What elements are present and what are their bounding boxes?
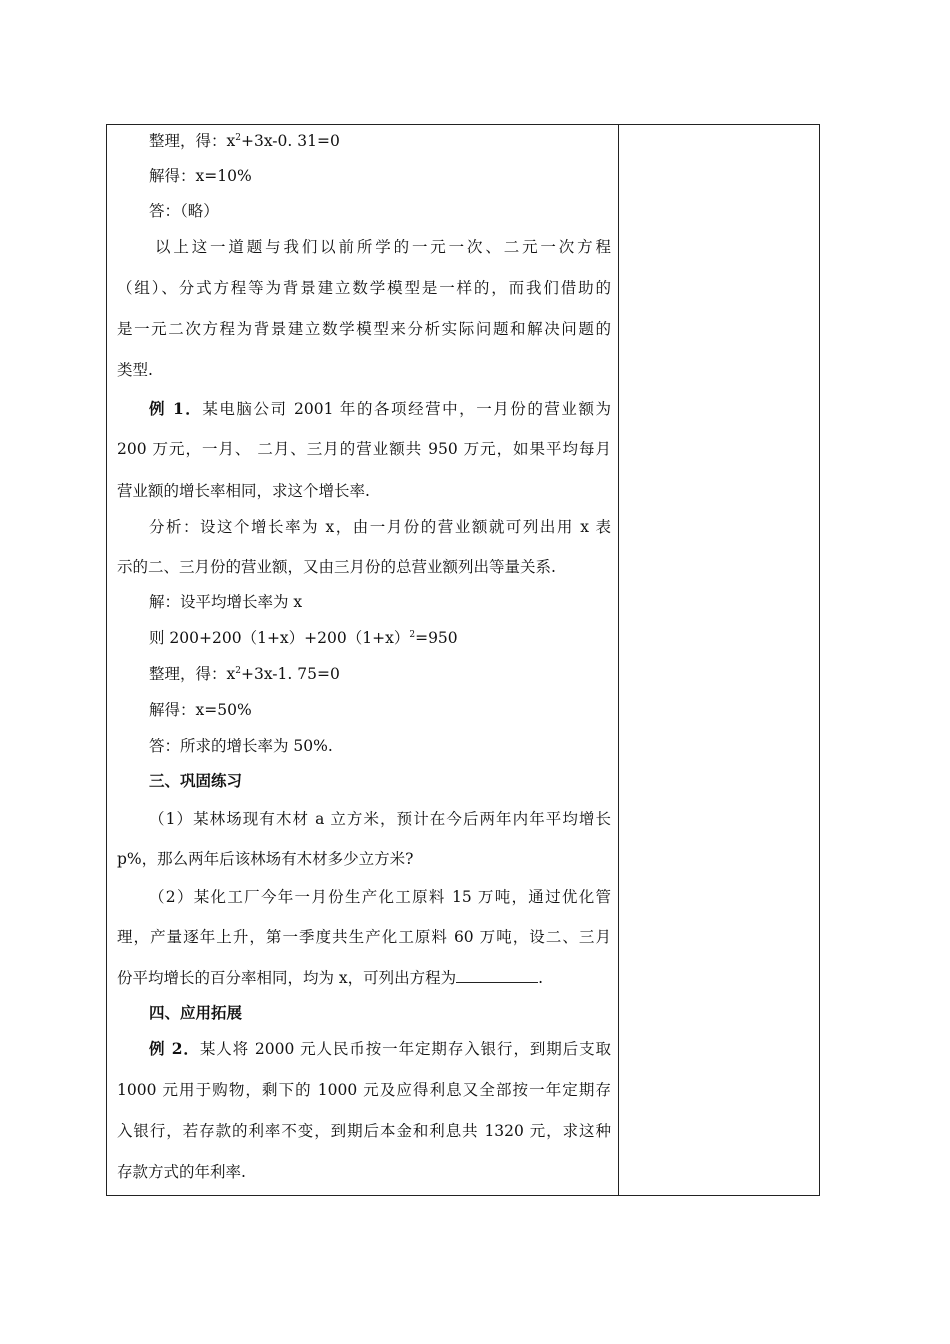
paragraph-line: 以上这一道题与我们以前所学的一元一次、二元一次方程 [155, 238, 611, 256]
example-2-line: 1000 元用于购物，剩下的 1000 元及应得利息又全部按一年定期存 [117, 1081, 611, 1099]
solution-line-1: 解得：x=10% [149, 167, 252, 185]
exercise-2-line: 份平均增长的百分率相同，均为 x，可列出方程为 . [117, 969, 544, 987]
answer-line-1: 答：（略） [149, 202, 219, 220]
answer-line-2: 答：所求的增长率为 50%. [149, 737, 333, 755]
example-2-line: 例 2．某人将 2000 元人民币按一年定期存入银行，到期后支取 [149, 1039, 611, 1058]
example-1-label: 例 1． [149, 399, 203, 418]
example-1-line: 200 万元，一月、 二月、三月的营业额共 950 万元，如果平均每月 [117, 440, 611, 458]
answer-blank [456, 968, 538, 983]
exercise-2-line: 理，产量逐年上升，第一季度共生产化工原料 60 万吨，设二、三月 [117, 928, 611, 946]
solution-line: 解得：x=50% [149, 701, 252, 719]
paragraph-line: 是一元二次方程为背景建立数学模型来分析实际问题和解决问题的 [117, 320, 611, 338]
paragraph-line: 类型. [117, 361, 153, 379]
example-2-label: 例 2． [149, 1039, 200, 1058]
solution-line: 解：设平均增长率为 x [149, 593, 303, 611]
example-1-line: 营业额的增长率相同，求这个增长率. [117, 482, 370, 500]
analysis-line: 示的二、三月份的营业额，又由三月份的总营业额列出等量关系. [117, 558, 556, 576]
notes-cell [619, 125, 819, 1195]
equation-line-2: 则 $200+200(1+x)+200(1+x)^2=950$ [149, 629, 458, 647]
section-heading-3: 三、巩固练习 [149, 771, 243, 790]
section-heading-4: 四、应用拓展 [149, 1003, 243, 1022]
example-2-line: 入银行，若存款的利率不变，到期后本金和利息共 1320 元，求这种 [117, 1122, 611, 1140]
example-2-line: 存款方式的年利率. [117, 1163, 246, 1181]
exercise-2-line: （2）某化工厂今年一月份生产化工原料 15 万吨，通过优化管 [149, 888, 611, 906]
equation-line-3: 整理，得：$x^2+3x-1$. 75=0 [149, 665, 340, 683]
lesson-table [106, 124, 820, 1196]
exercise-1-line: p%，那么两年后该林场有木材多少立方米? [117, 850, 414, 868]
example-1-line: 例 1．某电脑公司 2001 年的各项经营中，一月份的营业额为 [149, 399, 611, 418]
exercise-1-line: （1）某林场现有木材 a 立方米，预计在今后两年内年平均增长 [149, 810, 611, 828]
equation-line-1: 整理，得：$x^2+3x-0$. 31=0 [149, 132, 340, 150]
analysis-line: 分析：设这个增长率为 x，由一月份的营业额就可列出用 x 表 [149, 518, 611, 536]
paragraph-line: （组）、分式方程等为背景建立数学模型是一样的，而我们借助的 [117, 279, 611, 297]
